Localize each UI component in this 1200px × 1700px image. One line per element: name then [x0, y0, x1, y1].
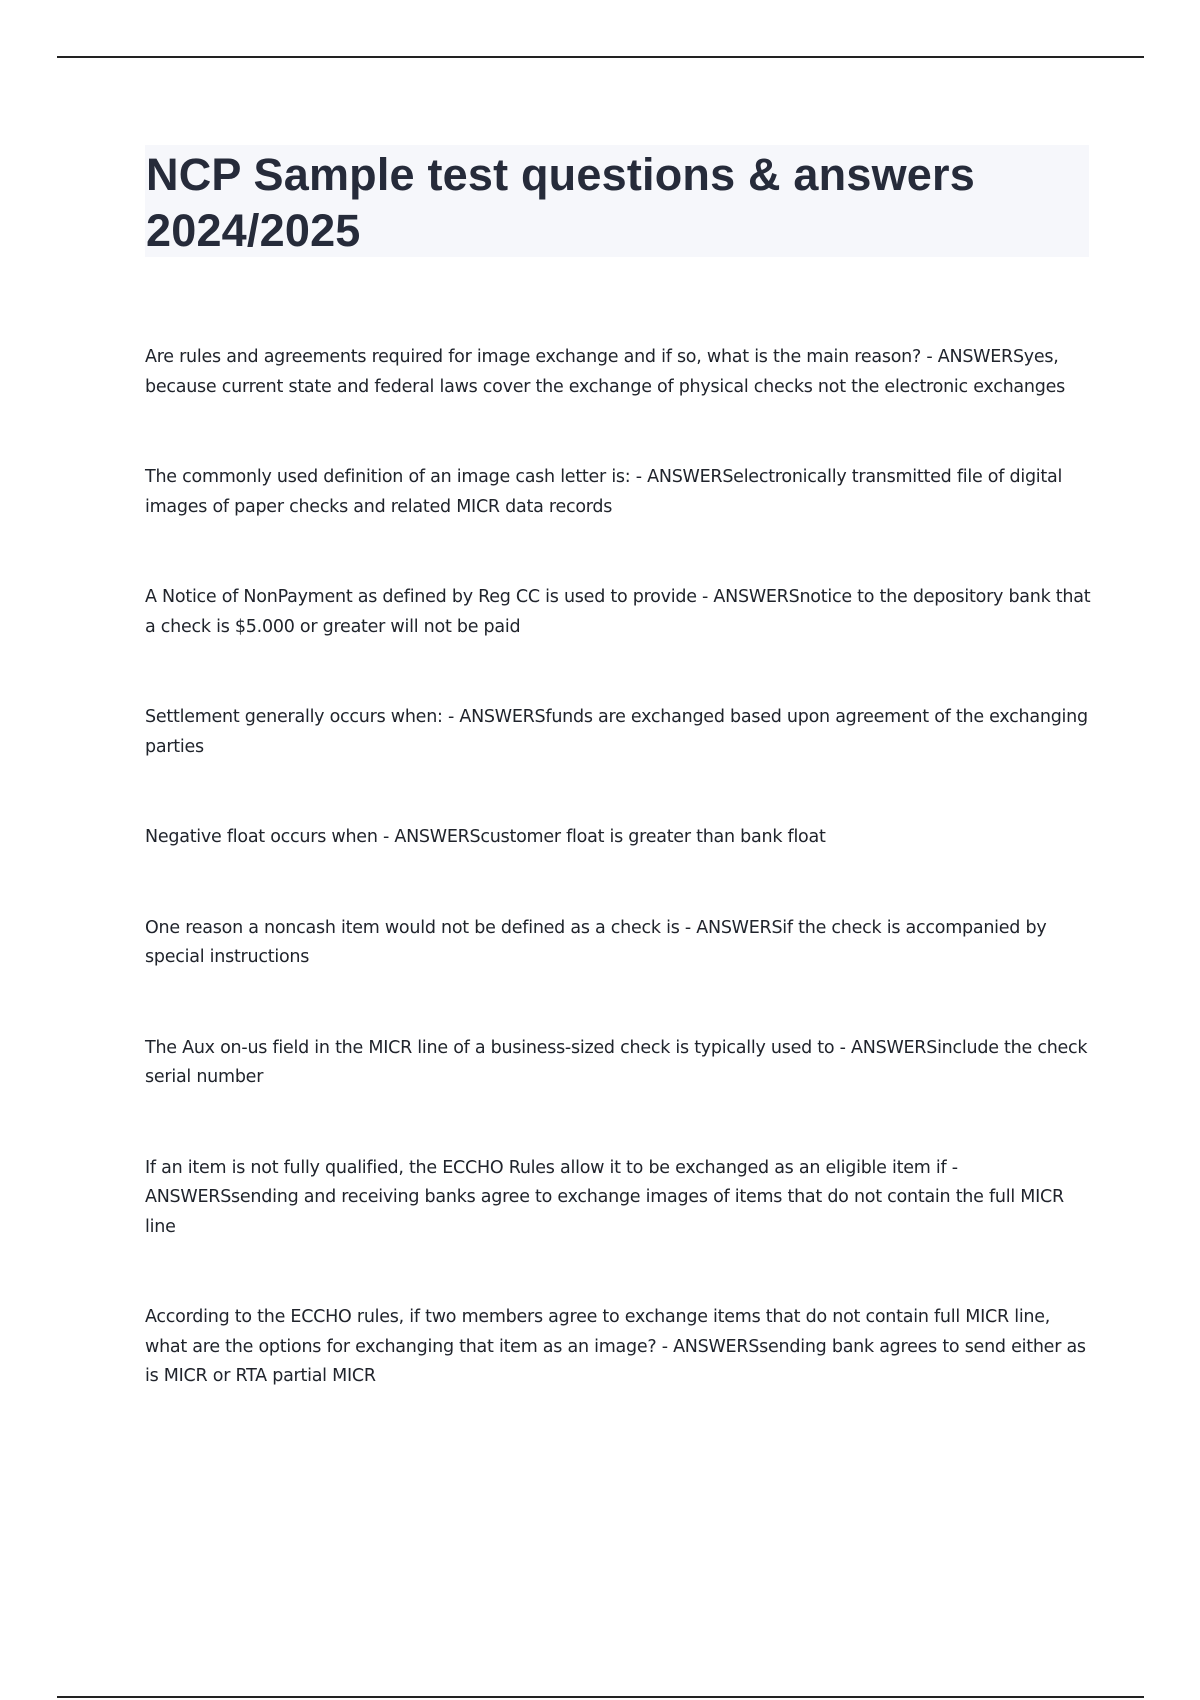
qa-item: According to the ECCHO rules, if two members agree to exchange items that do not contain full MICR line, what are the options for exchanging that item as an image? - ANSWERSsending bank agrees to send either as is MICR or RTA partial MICR	[145, 1307, 1086, 1386]
qa-item: One reason a noncash item would not be defined as a check is - ANSWERSif the check is accompanied by special instructions	[145, 917, 1047, 967]
top-divider	[57, 56, 1144, 58]
title-block	[145, 145, 1089, 257]
qa-item: The Aux on-us field in the MICR line of a business-sized check is typically used to - ANSWERSinclude the check serial number	[145, 1037, 1088, 1087]
qa-list	[145, 343, 1095, 1392]
qa-item: If an item is not fully qualified, the ECCHO Rules allow it to be exchanged as an eligible item if - ANSWERSsending and receiving banks agree to exchange images of items that do not contain the full MICR line	[145, 1157, 1064, 1237]
qa-item: Are rules and agreements required for image exchange and if so, what is the main reason? - ANSWERSyes, because current state and federal laws cover the exchange of physical checks not the electronic exchanges	[145, 347, 1065, 397]
qa-item: Settlement generally occurs when: - ANSWERSfunds are exchanged based upon agreement of the exchanging parties	[145, 707, 1088, 757]
page-title: NCP Sample test questions & answers 2024/2025	[146, 149, 975, 256]
qa-item: The commonly used definition of an image cash letter is: - ANSWERSelectronically transmitted file of digital images of paper checks and related MICR data records	[145, 467, 1063, 517]
qa-item: Negative float occurs when - ANSWERScustomer float is greater than bank float	[145, 827, 826, 847]
bottom-divider	[57, 1696, 1144, 1698]
qa-item: A Notice of NonPayment as defined by Reg CC is used to provide - ANSWERSnotice to the depository bank that a check is $5.000 or greater will not be paid	[145, 587, 1091, 637]
